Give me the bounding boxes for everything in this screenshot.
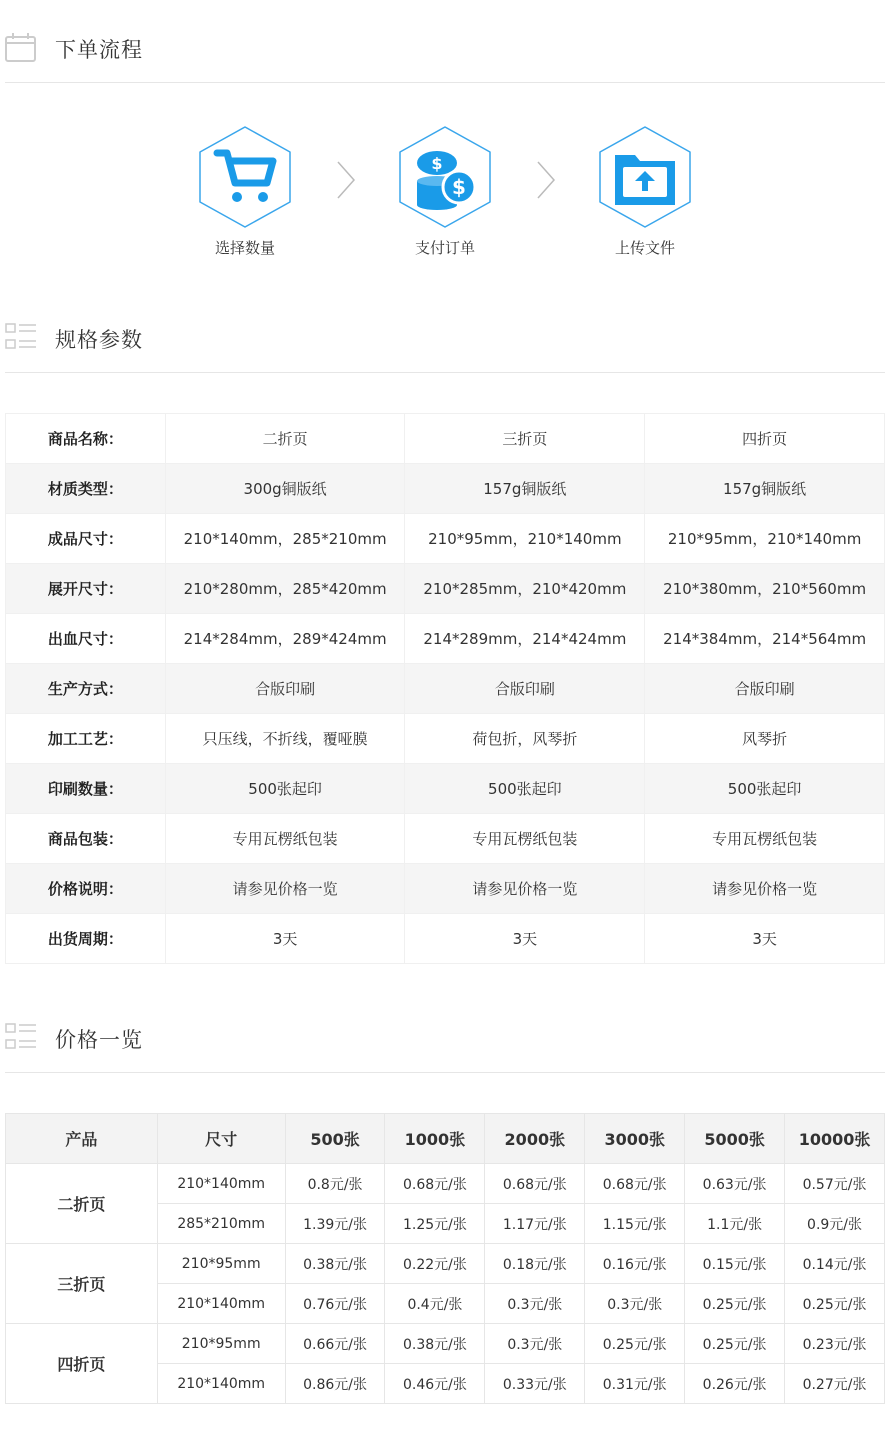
price-cell: 0.23元/张 <box>785 1324 885 1364</box>
price-cell: 0.18元/张 <box>485 1244 585 1284</box>
price-table <box>5 1113 885 1404</box>
spec-label: 成品尺寸： <box>6 514 166 564</box>
spec-value: 214*289mm，214*424mm <box>405 614 645 664</box>
svg-text:$: $ <box>452 175 466 199</box>
spec-label: 材质类型： <box>6 464 166 514</box>
spec-value: 合版印刷 <box>405 664 645 714</box>
spec-row <box>6 664 885 714</box>
spec-row <box>6 764 885 814</box>
price-cell: 0.3元/张 <box>485 1324 585 1364</box>
price-row <box>6 1324 885 1364</box>
price-cell: 0.31元/张 <box>585 1364 685 1404</box>
step-label: 选择数量 <box>214 239 275 257</box>
spec-value: 请参见价格一览 <box>165 864 405 914</box>
spec-label: 商品包装： <box>6 814 166 864</box>
price-cell: 0.57元/张 <box>785 1164 885 1204</box>
price-header-cell: 尺寸 <box>157 1114 285 1164</box>
step-label: 上传文件 <box>614 239 675 257</box>
spec-label: 生产方式： <box>6 664 166 714</box>
price-cell: 1.17元/张 <box>485 1204 585 1244</box>
spec-row <box>6 514 885 564</box>
process-section-header <box>5 32 885 83</box>
spec-row <box>6 714 885 764</box>
size-cell: 210*95mm <box>157 1324 285 1364</box>
price-cell: 0.38元/张 <box>285 1244 385 1284</box>
size-cell: 210*140mm <box>157 1364 285 1404</box>
spec-value: 210*280mm，285*420mm <box>165 564 405 614</box>
size-cell: 210*95mm <box>157 1244 285 1284</box>
size-cell: 210*140mm <box>157 1164 285 1204</box>
price-cell: 0.25元/张 <box>785 1284 885 1324</box>
spec-value: 3天 <box>165 914 405 964</box>
price-cell: 0.68元/张 <box>585 1164 685 1204</box>
spec-value: 3天 <box>645 914 885 964</box>
price-header-cell: 500张 <box>285 1114 385 1164</box>
step-pay-order <box>390 125 500 258</box>
spec-row <box>6 614 885 664</box>
price-header-cell: 1000张 <box>385 1114 485 1164</box>
price-cell: 1.1元/张 <box>685 1204 785 1244</box>
price-cell: 0.38元/张 <box>385 1324 485 1364</box>
price-cell: 1.39元/张 <box>285 1204 385 1244</box>
price-cell: 1.15元/张 <box>585 1204 685 1244</box>
spec-value: 专用瓦楞纸包装 <box>405 814 645 864</box>
spec-label: 加工工艺： <box>6 714 166 764</box>
price-cell: 0.46元/张 <box>385 1364 485 1404</box>
svg-text:$: $ <box>431 154 443 173</box>
spec-label: 印刷数量： <box>6 764 166 814</box>
spec-value: 500张起印 <box>165 764 405 814</box>
spec-label: 价格说明： <box>6 864 166 914</box>
price-row <box>6 1164 885 1204</box>
price-header-cell: 10000张 <box>785 1114 885 1164</box>
size-cell: 210*140mm <box>157 1284 285 1324</box>
spec-value: 300g铜版纸 <box>165 464 405 514</box>
spec-section-header <box>5 322 885 373</box>
price-cell: 0.27元/张 <box>785 1364 885 1404</box>
chevron-right-icon <box>536 160 556 200</box>
step-label: 支付订单 <box>414 239 475 257</box>
spec-value: 157g铜版纸 <box>405 464 645 514</box>
spec-value: 214*284mm，289*424mm <box>165 614 405 664</box>
spec-value: 三折页 <box>405 414 645 464</box>
calendar-icon <box>5 32 37 64</box>
price-cell: 0.3元/张 <box>485 1284 585 1324</box>
price-cell: 0.16元/张 <box>585 1244 685 1284</box>
spec-value: 请参见价格一览 <box>405 864 645 914</box>
spec-value: 四折页 <box>645 414 885 464</box>
spec-label: 出血尺寸： <box>6 614 166 664</box>
price-title: 价格一览 <box>55 1028 143 1052</box>
price-cell: 0.25元/张 <box>685 1324 785 1364</box>
price-cell: 0.3元/张 <box>585 1284 685 1324</box>
spec-table <box>5 413 885 964</box>
spec-value: 只压线，不折线，覆哑膜 <box>165 714 405 764</box>
price-cell: 0.33元/张 <box>485 1364 585 1404</box>
price-cell: 0.66元/张 <box>285 1324 385 1364</box>
spec-label: 展开尺寸： <box>6 564 166 614</box>
spec-value: 210*380mm，210*560mm <box>645 564 885 614</box>
spec-label: 出货周期： <box>6 914 166 964</box>
price-header-cell: 5000张 <box>685 1114 785 1164</box>
spec-value: 合版印刷 <box>165 664 405 714</box>
spec-value: 合版印刷 <box>645 664 885 714</box>
chevron-right-icon <box>336 160 356 200</box>
price-header-cell: 3000张 <box>585 1114 685 1164</box>
spec-value: 专用瓦楞纸包装 <box>645 814 885 864</box>
list-icon <box>5 1022 37 1054</box>
product-name: 四折页 <box>6 1324 158 1404</box>
spec-row <box>6 464 885 514</box>
spec-value: 500张起印 <box>405 764 645 814</box>
price-cell: 0.22元/张 <box>385 1244 485 1284</box>
spec-value: 二折页 <box>165 414 405 464</box>
price-cell: 0.8元/张 <box>285 1164 385 1204</box>
spec-value: 500张起印 <box>645 764 885 814</box>
price-cell: 0.15元/张 <box>685 1244 785 1284</box>
spec-value: 210*140mm，285*210mm <box>165 514 405 564</box>
spec-value: 210*95mm，210*140mm <box>405 514 645 564</box>
price-cell: 0.14元/张 <box>785 1244 885 1284</box>
spec-label: 商品名称： <box>6 414 166 464</box>
spec-row <box>6 864 885 914</box>
price-cell: 0.63元/张 <box>685 1164 785 1204</box>
price-cell: 0.76元/张 <box>285 1284 385 1324</box>
spec-row <box>6 414 885 464</box>
price-cell: 0.9元/张 <box>785 1204 885 1244</box>
spec-value: 3天 <box>405 914 645 964</box>
spec-row <box>6 564 885 614</box>
cart-icon <box>193 125 297 229</box>
upload-folder-icon <box>593 125 697 229</box>
price-cell: 0.68元/张 <box>385 1164 485 1204</box>
coins-icon <box>393 125 497 229</box>
product-name: 三折页 <box>6 1244 158 1324</box>
price-cell: 1.25元/张 <box>385 1204 485 1244</box>
spec-value: 荷包折，风琴折 <box>405 714 645 764</box>
spec-value: 210*285mm，210*420mm <box>405 564 645 614</box>
price-cell: 0.86元/张 <box>285 1364 385 1404</box>
spec-value: 210*95mm，210*140mm <box>645 514 885 564</box>
spec-row <box>6 914 885 964</box>
price-cell: 0.25元/张 <box>585 1324 685 1364</box>
price-cell: 0.68元/张 <box>485 1164 585 1204</box>
spec-title: 规格参数 <box>55 328 143 352</box>
process-title: 下单流程 <box>55 38 143 62</box>
spec-row <box>6 814 885 864</box>
price-header-cell: 2000张 <box>485 1114 585 1164</box>
price-header-cell: 产品 <box>6 1114 158 1164</box>
step-upload-file <box>590 125 700 258</box>
price-row <box>6 1244 885 1284</box>
list-icon <box>5 322 37 354</box>
product-name: 二折页 <box>6 1164 158 1244</box>
step-select-quantity <box>190 125 300 258</box>
spec-value: 专用瓦楞纸包装 <box>165 814 405 864</box>
price-cell: 0.4元/张 <box>385 1284 485 1324</box>
spec-value: 157g铜版纸 <box>645 464 885 514</box>
price-cell: 0.25元/张 <box>685 1284 785 1324</box>
spec-value: 214*384mm，214*564mm <box>645 614 885 664</box>
price-section-header <box>5 1022 885 1073</box>
spec-value: 请参见价格一览 <box>645 864 885 914</box>
price-cell: 0.26元/张 <box>685 1364 785 1404</box>
spec-value: 风琴折 <box>645 714 885 764</box>
size-cell: 285*210mm <box>157 1204 285 1244</box>
